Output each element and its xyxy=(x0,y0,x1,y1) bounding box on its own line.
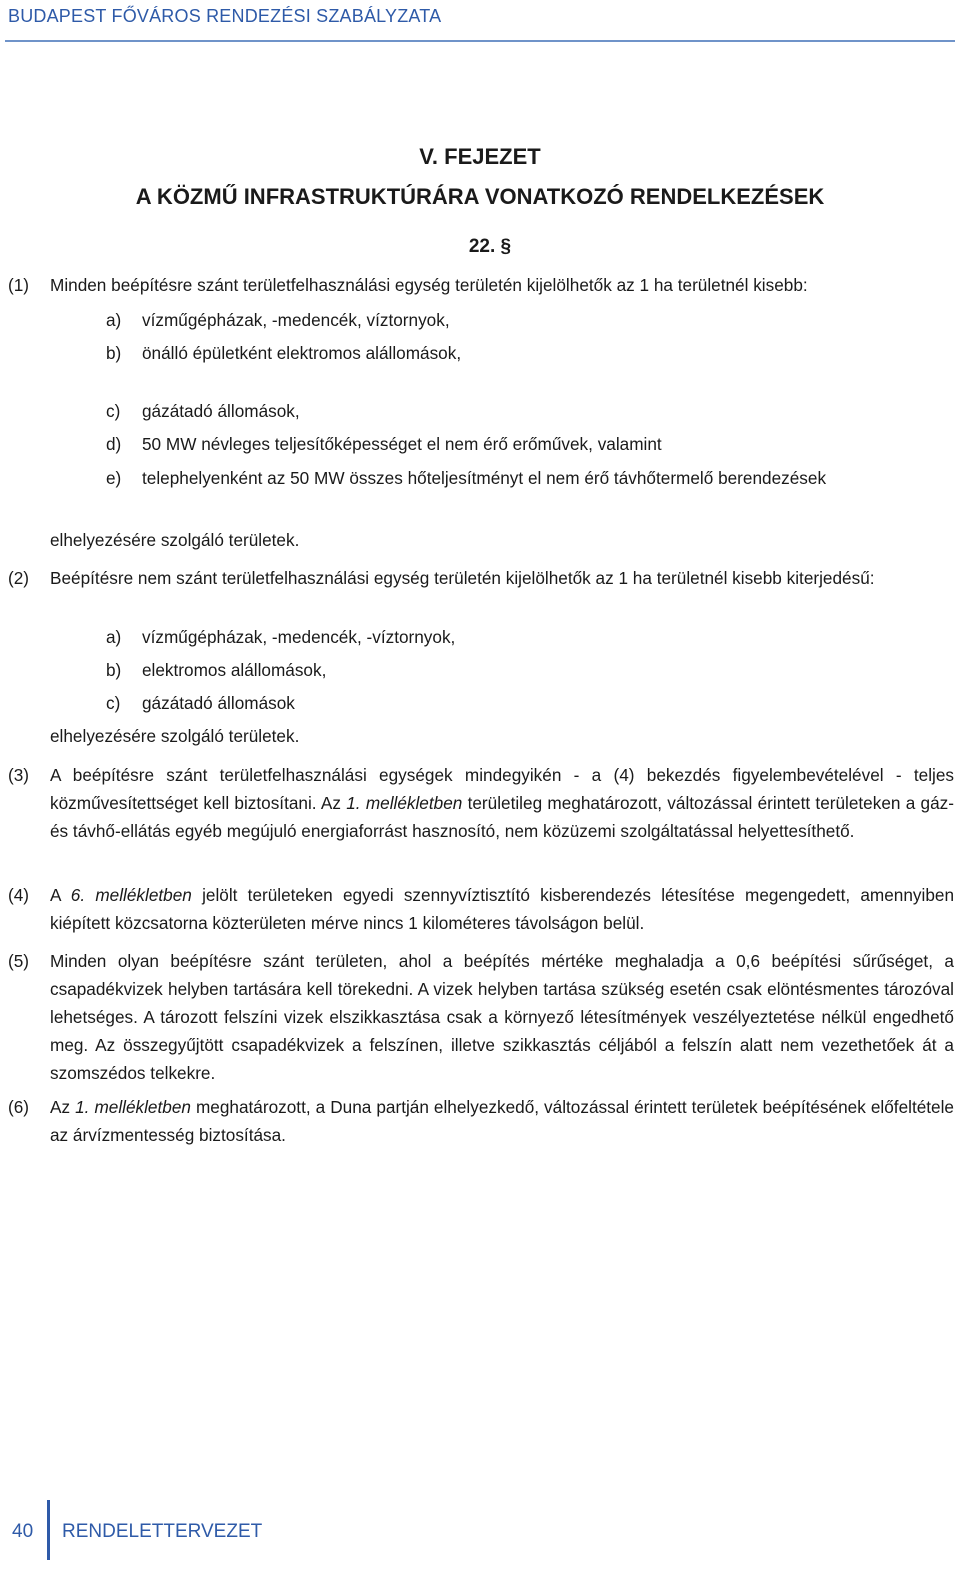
text-run: területileg meghatározott, változással érintett területeken a gáz- és távhő-ellátás egyéb megújuló energiaforrást hasznosító, nem közüzemi szolgáltatással helyettesíthető. xyxy=(50,793,954,841)
list-item xyxy=(106,339,946,367)
text-run: Az xyxy=(50,1097,76,1117)
list-letter: a) xyxy=(106,627,122,647)
list-item xyxy=(106,689,946,717)
paragraph-number: (4) xyxy=(8,885,30,905)
list-item xyxy=(106,430,946,458)
list-item xyxy=(106,306,946,334)
paragraph-number: (2) xyxy=(8,568,30,588)
list-letter: b) xyxy=(106,343,122,363)
list-item xyxy=(106,464,946,492)
chapter-number: V. FEJEZET xyxy=(419,144,541,169)
list-item xyxy=(106,623,946,651)
text-run: A beépítésre szánt területfelhasználási egységek mindegyikén - a (4) bekezdés figyelembevételével - teljes közművesítettséget kell biztosítani. Az xyxy=(50,765,954,813)
paragraph-text xyxy=(50,881,954,937)
footer-label: RENDELETTERVEZET xyxy=(62,1521,263,1542)
list-letter: c) xyxy=(106,693,121,713)
list-text: telephelyenként az 50 MW összes hőteljesítményt el nem érő távhőtermelő berendezések xyxy=(142,468,827,488)
paragraph-5 xyxy=(8,947,954,1087)
paragraph-text xyxy=(50,761,954,845)
list-text: önálló épületként elektromos alállomások, xyxy=(142,343,462,363)
section-number: 22. § xyxy=(468,236,512,257)
text-run: meghatározott, a Duna partján elhelyezkedő, változással érintett területek beépítésének előfeltétele az árvízmentesség biztosítása. xyxy=(50,1097,954,1145)
list-text: vízműgépházak, -medencék, -víztornyok, xyxy=(142,627,456,647)
paragraph-number: (5) xyxy=(8,951,30,971)
header-divider xyxy=(5,40,955,42)
paragraph-number: (3) xyxy=(8,765,30,785)
paragraph-text xyxy=(50,1093,954,1149)
paragraph-closing: elhelyezésére szolgáló területek. xyxy=(50,530,300,550)
list-letter: e) xyxy=(106,468,122,488)
paragraph-6 xyxy=(8,1093,954,1149)
list-letter: c) xyxy=(106,401,121,421)
list-item xyxy=(106,397,946,425)
list-text: 50 MW névleges teljesítőképességet el nem érő erőművek, valamint xyxy=(142,434,662,454)
paragraph-text: Minden beépítésre szánt területfelhasználási egység területén kijelölhetők az 1 ha területnél kisebb: xyxy=(50,275,808,295)
list-text: vízműgépházak, -medencék, víztornyok, xyxy=(142,310,450,330)
list-letter: a) xyxy=(106,310,122,330)
text-run: jelölt területeken egyedi szennyvíztisztító kisberendezés létesítése megengedett, amennyiben kiépített közcsatorna közterületen mérve nincs 1 kilométeres távolságon belül. xyxy=(50,885,955,933)
running-header: BUDAPEST FŐVÁROS RENDEZÉSI SZABÁLYZATA xyxy=(8,6,442,26)
list-text: gázátadó állomások xyxy=(142,693,295,713)
list-item xyxy=(106,656,946,684)
annex-reference: 6. mellékletben xyxy=(70,885,192,905)
paragraph-closing: elhelyezésére szolgáló területek. xyxy=(50,726,300,746)
list-text: gázátadó állomások, xyxy=(142,401,300,421)
paragraph-text: Minden olyan beépítésre szánt területen, ahol a beépítés mértéke meghaladja a 0,6 beépítési sűrűséget, a csapadékvizek helyben tartására kell törekedni. A vizek helyben tartása szükség esetén csak elöntésmentes tározóval lehetséges. A tározott felszíni vizek elszikkasztása csak a környező létesítmények veszélyeztetése nélkül engedhető meg. Az összegyűjtött csapadékvizek a felszínen, illetve szikkasztás céljából a felszín alatt nem vezethetőek át a szomszédos telkekre. xyxy=(50,951,954,1083)
chapter-title: A KÖZMŰ INFRASTRUKTÚRÁRA VONATKOZÓ RENDELKEZÉSEK xyxy=(135,184,825,209)
list-letter: d) xyxy=(106,434,122,454)
annex-reference: 1. mellékletben xyxy=(75,1097,191,1117)
list-text: elektromos alállomások, xyxy=(142,660,327,680)
paragraph-3 xyxy=(8,761,954,845)
paragraph-1 xyxy=(8,271,954,299)
footer-divider xyxy=(47,1500,50,1560)
annex-reference: 1. mellékletben xyxy=(346,793,463,813)
paragraph-text: Beépítésre nem szánt területfelhasználási egység területén kijelölhetők az 1 ha területnél kisebb kiterjedésű: xyxy=(50,568,875,588)
paragraph-number: (1) xyxy=(8,275,30,295)
list-letter: b) xyxy=(106,660,122,680)
paragraph-4 xyxy=(8,881,954,937)
page-number: 40 xyxy=(12,1521,34,1542)
paragraph-2 xyxy=(8,564,954,592)
text-run: A xyxy=(50,885,71,905)
paragraph-number: (6) xyxy=(8,1097,30,1117)
